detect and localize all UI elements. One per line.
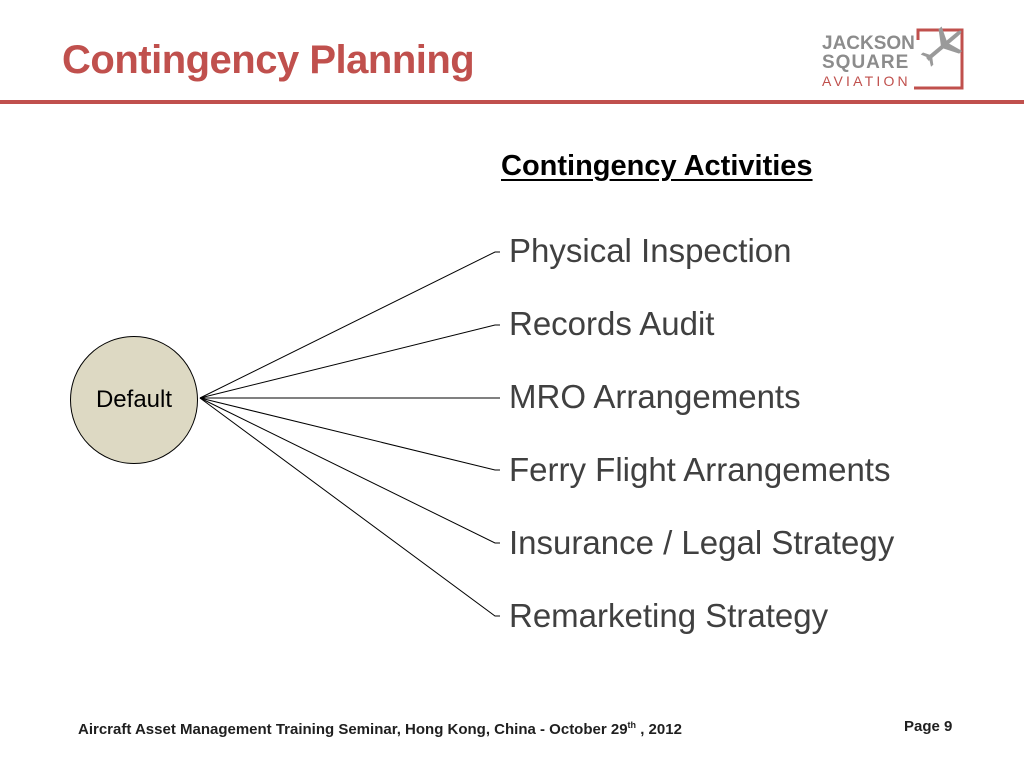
footer-seminar [78, 720, 682, 738]
activity-insurance-legal: Insurance / Legal Strategy [509, 524, 895, 561]
page-number: Page 9 [904, 718, 953, 735]
logo-line-1: JACKSON [822, 33, 915, 54]
activity-physical-inspection: Physical Inspection [509, 232, 792, 269]
activities-heading: Contingency Activities [501, 150, 813, 182]
footer-seminar-text: Aircraft Asset Management Training Seminar, Hong Kong, China - October 29 [78, 721, 628, 738]
connector-line [200, 398, 500, 470]
activity-ferry-flight: Ferry Flight Arrangements [509, 451, 891, 488]
connector-line [200, 398, 500, 543]
default-node [70, 336, 198, 464]
footer-date-suffix: th [627, 720, 637, 730]
connector-line [200, 325, 500, 398]
logo-line-3: AVIATION [822, 73, 911, 89]
connector-line [200, 398, 500, 616]
logo-line-2: SQUARE [822, 52, 910, 73]
activity-remarketing: Remarketing Strategy [509, 597, 829, 634]
activity-mro-arrangements: MRO Arrangements [509, 378, 801, 415]
activity-records-audit: Records Audit [509, 305, 715, 342]
connector-line [200, 252, 500, 398]
footer-year: , 2012 [636, 721, 682, 738]
default-node-label: Default [95, 386, 173, 413]
slide-title: Contingency Planning [62, 38, 475, 82]
